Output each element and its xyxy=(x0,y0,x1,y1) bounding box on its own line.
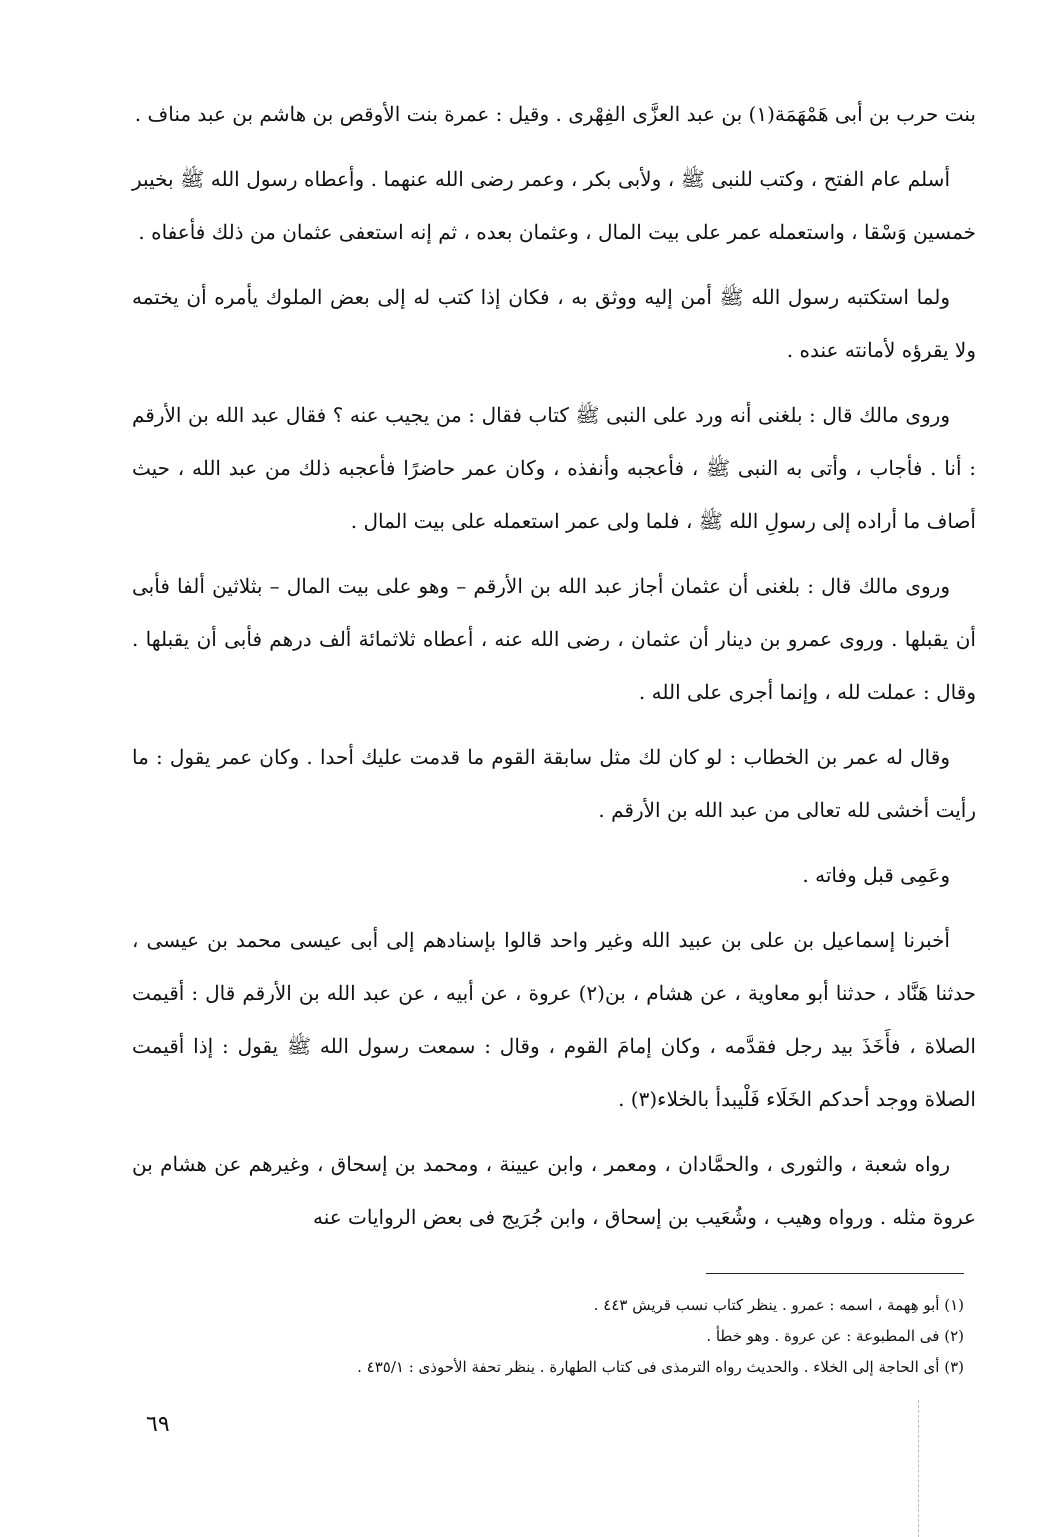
paragraph-3: ولما استكتبه رسول الله ﷺ أمن إليه ووثق به ، فكان إذا كتب له إلى بعض الملوك يأمره أن يختمه ولا يقرؤه لأمانته عنده . xyxy=(132,285,976,362)
paragraph-5: وروى مالك قال : بلغنى أن عثمان أجاز عبد الله بن الأرقم – وهو على بيت المال – بثلاثين ألفا فأبى أن يقبلها . وروى عمرو بن دينار أن عثمان ، رضى الله عنه ، أعطاه ثلاثمائة ألف درهم فأبى أن يقبلها . وقال : عملت لله ، وإنما أجرى على الله . xyxy=(132,574,976,704)
paragraph-7: وعَمِى قبل وفاته . xyxy=(802,863,950,887)
scan-gutter-line xyxy=(918,1400,919,1537)
paragraph-9: رواه شعبة ، والثورى ، والحمَّادان ، ومعمر ، وابن عيينة ، ومحمد بن إسحاق ، وغيرهم عن هشام بن عروة مثله . ورواه وهيب ، وشُعَيب بن إسحاق ، وابن جُرَيج فى بعض الروايات عنه xyxy=(132,1152,976,1229)
paragraph-2: أسلم عام الفتح ، وكتب للنبى ﷺ ، ولأبى بكر ، وعمر رضى الله عنهما . وأعطاه رسول الله ﷺ بخيبر خمسين وَسْقا ، واستعمله عمر على بيت المال ، وعثمان بعده ، ثم إنه استعفى عثمان من ذلك فأعفاه . xyxy=(132,167,976,244)
footnote-2: (٢) فى المطبوعة : عن عروة . وهو خطأ . xyxy=(706,1327,964,1345)
paragraph-4: وروى مالك قال : بلغنى أنه ورد على النبى ﷺ كتاب فقال : من يجيب عنه ؟ فقال عبد الله بن الأرقم : أنا . فأجاب ، وأتى به النبى ﷺ ، فأعجبه وأنفذه ، وكان عمر حاضرًا فأعجبه ذلك من عبد الله ، حيث أصاف ما أراده إلى رسولِ الله ﷺ ، فلما ولى عمر استعمله على بيت المال . xyxy=(132,403,976,533)
footnote-divider xyxy=(706,1273,964,1274)
paragraph-6: وقال له عمر بن الخطاب : لو كان لك مثل سابقة القوم ما قدمت عليك أحدا . وكان عمر يقول : ما رأيت أخشى لله تعالى من عبد الله بن الأرقم . xyxy=(132,745,976,822)
paragraph-1: بنت حرب بن أبى هَمْهَمَة(١) بن عبد العزَّى الفِهْرى . وقيل : عمرة بنت الأوقص بن هاشم بن عبد مناف . xyxy=(134,102,976,126)
footnotes xyxy=(240,1290,964,1383)
main-text xyxy=(132,88,976,1256)
page-number: ٦٩ xyxy=(146,1412,170,1437)
footnote-3: (٣) أى الحاجة إلى الخلاء . والحديث رواه الترمذى فى كتاب الطهارة . ينظر تحفة الأحوذى : ٤٣٥/١ . xyxy=(357,1358,964,1376)
paragraph-8: أخبرنا إسماعيل بن على بن عبيد الله وغير واحد قالوا بإسنادهم إلى أبى عيسى محمد بن عيسى ، حدثنا هَنَّاد ، حدثنا أبو معاوية ، عن هشام ، بن(٢) عروة ، عن أبيه ، عن عبد الله بن الأرقم قال : أقيمت الصلاة ، فأَخَذَ بيد رجل فقدَّمه ، وكان إمامَ القوم ، وقال : سمعت رسول الله ﷺ يقول : إذا أقيمت الصلاة ووجد أحدكم الخَلَاء فَلْيبدأ بالخلاء(٣) . xyxy=(132,928,976,1111)
footnote-1: (١) أبو هِهمة ، اسمه : عمرو . ينظر كتاب نسب قريش ٤٤٣ . xyxy=(593,1296,964,1314)
